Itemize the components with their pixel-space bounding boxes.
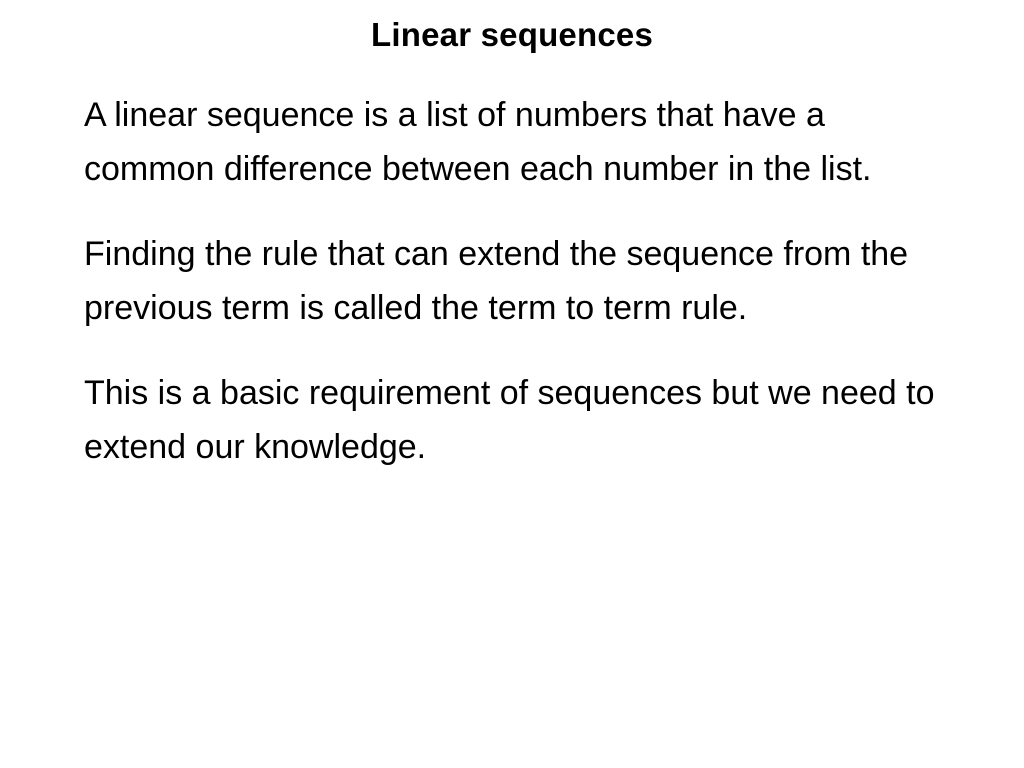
body-paragraph-3: This is a basic requirement of sequences but we need to extend our knowledge. xyxy=(84,373,944,466)
body-paragraph-2: Finding the rule that can extend the sequence from the previous term is called the term to term rule. xyxy=(84,234,918,328)
page-title: Linear sequences xyxy=(371,16,653,53)
slide-body xyxy=(84,88,964,474)
body-paragraph-1: A linear sequence is a list of numbers that have a common difference between each number in the list. xyxy=(84,96,872,189)
